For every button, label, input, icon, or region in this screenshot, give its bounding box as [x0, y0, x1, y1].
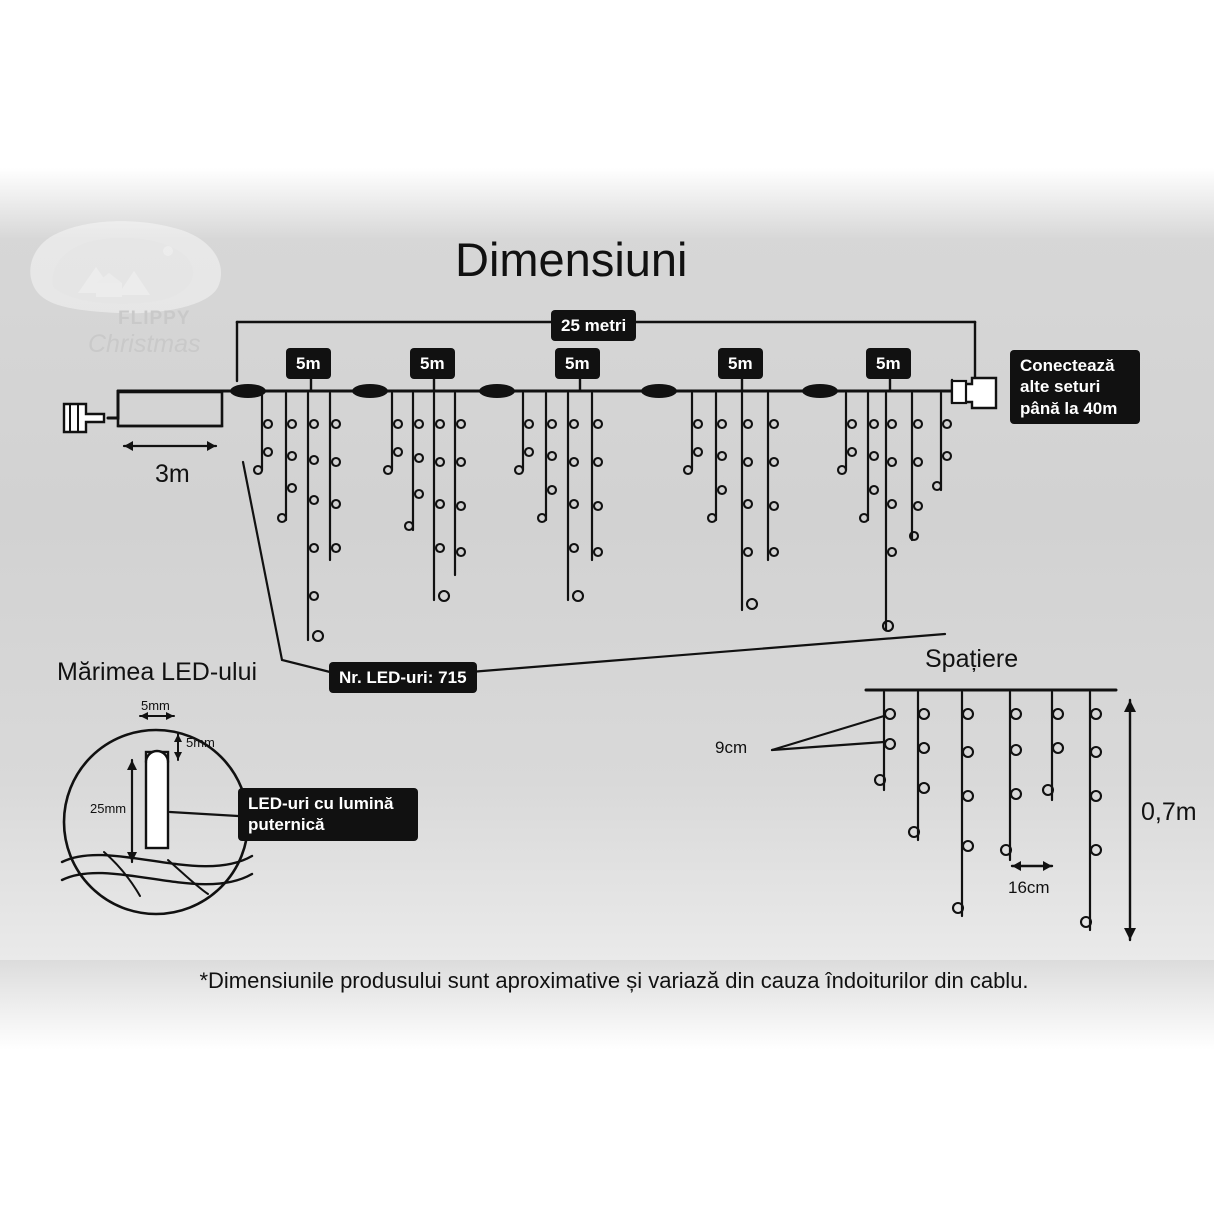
led-size-section-title: Mărimea LED-ului [57, 658, 258, 686]
footnote-text: *Dimensiunile produsului sunt aproximative și variază din cauza îndoiturilor din cablu. [199, 968, 1029, 993]
watermark-brand-line1: FLIPPY [118, 308, 191, 329]
lead-cable-length-label: 3m [155, 460, 190, 488]
led-height-label: 5mm [186, 735, 215, 750]
led-brightness-note-line-1: LED-uri cu lumină [248, 794, 394, 813]
segment-tag-5: 5m [866, 348, 911, 379]
connector-note-tag [1010, 350, 1140, 424]
watermark-brand-line2: Christmas [88, 330, 201, 358]
spacing-section-title: Spațiere [925, 645, 1019, 673]
connector-note-line-1: Conectează [1020, 356, 1115, 375]
connector-note-line-2: alte seturi [1020, 377, 1101, 397]
connector-note-line-3: până la 40m [1020, 398, 1118, 418]
led-count-tag: Nr. LED-uri: 715 [329, 662, 477, 693]
segment-tag-1: 5m [286, 348, 331, 379]
led-width-label: 5mm [141, 698, 170, 713]
horizontal-spacing-label: 16cm [1008, 878, 1050, 897]
led-total-height-label: 25mm [90, 801, 127, 816]
segment-tag-2: 5m [410, 348, 455, 379]
segment-tag-3: 5m [555, 348, 600, 379]
page-title: Dimensiuni [455, 233, 688, 286]
drop-spacing-label: 9cm [715, 738, 748, 757]
segment-tag-4: 5m [718, 348, 763, 379]
curtain-height-label: 0,7m [1141, 798, 1197, 826]
led-brightness-note-tag [238, 788, 418, 841]
total-length-tag: 25 metri [551, 310, 636, 341]
led-brightness-note-line-2: puternică [248, 815, 325, 835]
